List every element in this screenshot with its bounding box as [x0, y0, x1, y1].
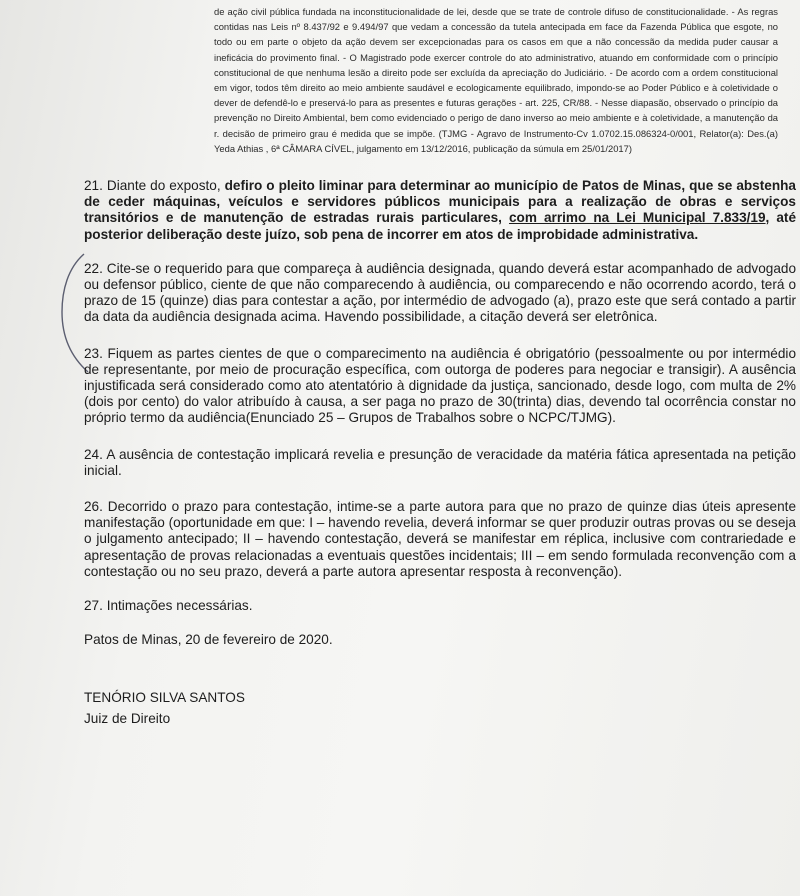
- paragraph-27: [84, 598, 796, 614]
- paragraph-24: [84, 447, 796, 479]
- law-reference: com arrimo na Lei Municipal 7.833/19: [508, 210, 766, 226]
- paragraph-number: 21.: [84, 178, 103, 194]
- signature-block: [84, 687, 796, 729]
- paragraph-text: Intimações necessárias.: [106, 598, 253, 614]
- paragraph-number: 26.: [84, 499, 103, 515]
- paragraph-lead: Diante do exposto,: [106, 178, 225, 194]
- judge-name: TENÓRIO SILVA SANTOS: [84, 690, 245, 706]
- paragraph-bold-text-end: , até posterior deliberação deste juízo, sob pena de incorrer em atos de improbidade administrativa.: [84, 210, 797, 242]
- place-date: Patos de Minas, 20 de fevereiro de 2020.: [84, 632, 333, 648]
- paragraph-22: [84, 261, 796, 326]
- paragraph-number: 22.: [84, 260, 103, 276]
- paragraph-bold-text: defiro o pleito liminar para determinar ao município de Patos de Minas, que se abstenha de ceder máquinas, veículos e servidores públicos municipais para a realização de obras e serviços transitórios e de manutenção de estradas rurais particulares,: [84, 178, 796, 226]
- paragraph-26: [84, 499, 796, 580]
- judge-title: Juiz de Direito: [84, 711, 171, 727]
- document-body: [84, 0, 796, 729]
- paragraph-23: [84, 346, 796, 427]
- paragraph-21: [84, 178, 796, 243]
- paragraph-number: 27.: [84, 598, 103, 614]
- paragraph-text: Decorrido o prazo para contestação, intime-se a parte autora para que no prazo de quinze dias úteis apresente manifestação (oportunidade em que: I – havendo revelia, deverá informar se quer produzir outras provas ou se deseja o julgamento antecipado; II – havendo contestação, deverá se manifestar em réplica, inclusive com contrariedade e apresentação de provas relacionadas a eventuais questões incidentais; III – em sendo formulada reconvenção com a contestação ou no seu prazo, deverá a parte autora apresentar resposta à reconvenção).: [84, 499, 797, 579]
- paragraph-number: 24.: [84, 446, 103, 462]
- paragraph-text: Cite-se o requerido para que compareça à audiência designada, quando deverá estar acompanhado de advogado ou defensor público, ciente de que não comparecendo à audiência, ou comparecendo e não ocorrendo acordo, terá o prazo de 15 (quinze) dias para contestar a ação, por intermédio de advogado (a), prazo este que será contado a partir da data da audiência designada acima. Havendo possibilidade, a citação deverá ser eletrônica.: [84, 260, 797, 325]
- paragraph-text: Fiquem as partes cientes de que o comparecimento na audiência é obrigatório (pessoalmente ou por intermédio de representante, por meio de procuração específica, com outorga de poderes para negociar e transigir). A ausência injustificada será considerado como ato atentatório à dignidade da justiça, sancionado, desde logo, com multa de 2%(dois por cento) do valor atribuído à causa, a ser paga no prazo de 30(trinta) dias, devendo tal ocorrência constar no próprio termo da audiência(Enunciado 25 – Grupos de Trabalhos sobre o NCPC/TJMG).: [84, 345, 796, 426]
- paragraph-text: A ausência de contestação implicará revelia e presunção de veracidade da matéria fática apresentada na petição inicial.: [84, 446, 796, 478]
- jurisprudence-quote: de ação civil pública fundada na inconstitucionalidade de lei, desde que se trate de controle difuso de constitucionalidade. - As regras contidas nas Leis nº 8.437/92 e 9.494/97 que vedam a concessão da tutela antecipada em face da Fazenda Pública que esgote, no todo ou em parte o objeto da ação devem ser excepcionadas para os casos em que a não concessão da medida puder causar a ineficácia do provimento final. - O Magistrado pode exercer controle do ato administrativo, atuando em conformidade com o princípio constitucional de que nenhuma lesão a direito pode ser excluída da apreciação do Judiciário. - De acordo com a ordem constitucional em vigor, todos têm direito ao meio ambiente saudável e ecologicamente equilibrado, impondo-se ao Poder Público e à coletividade o dever de defendê-lo e preservá-lo para as presentes e futuras gerações - art. 225, CR/88. - Nesse diapasão, observado o princípio da prevenção no Direito Ambiental, bem como evidenciado o perigo de dano inverso ao meio ambiente e à coletividade, a manutenção da r. decisão de primeiro grau é medida que se impõe. (TJMG - Agravo de Instrumento-Cv 1.0702.15.086324-0/001, Relator(a): Des.(a) Yeda Athias , 6ª CÂMARA CÍVEL, julgamento em 13/12/2016, publicação da súmula em 25/01/2017): [214, 6, 778, 154]
- paragraph-number: 23.: [84, 345, 103, 361]
